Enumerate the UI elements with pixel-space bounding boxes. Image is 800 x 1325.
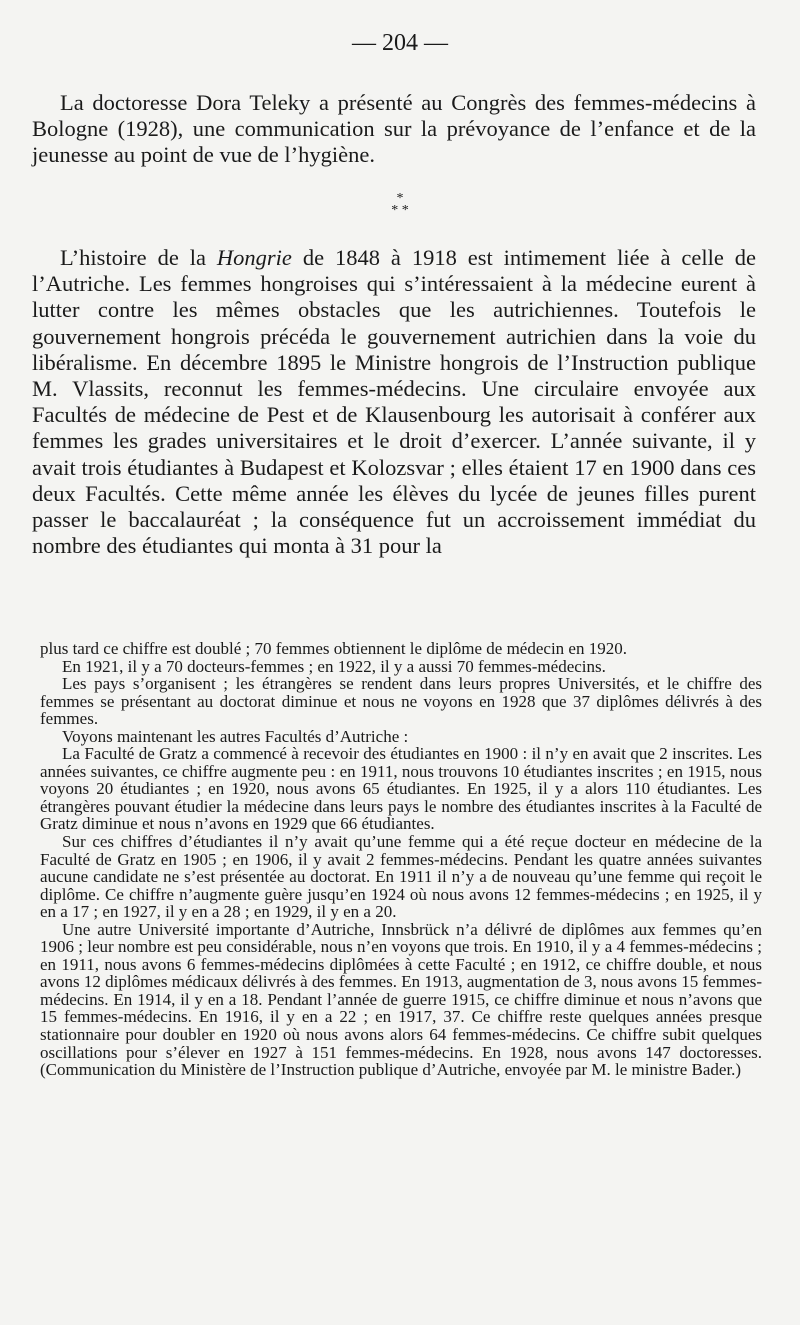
small-paragraph-gratz-doctors: Sur ces chiffres d’étudiantes il n’y avait qu’une femme qui a été reçue docteur en médecine de la Faculté de Gratz en 1905 ; en 1906, il y avait 2 femmes-médecins. Pendant les quatre années suivantes aucune candidate ne s’est présentée au doctorat. En 1911 il n’y a de nouveau qu’une femme qui reçoit le diplôme. Ce chiffre n’augmente guère jusqu’en 1924 où nous avons 12 femmes-médecins ; en 1925, il y en a 17 ; en 1927, il y en a 28 ; en 1929, il y en a 20. — [40, 832, 762, 922]
separator-star-top: * — [396, 191, 404, 206]
small-paragraph-countries: Les pays s’organisent ; les étrangères se rendent dans leurs propres Universités, et le chiffre des femmes se présentant au doctorat diminue et nous ne voyons en 1928 que 37 diplômes délivrés à des femmes. — [40, 674, 762, 729]
separator-stars-bottom: * * — [391, 203, 409, 218]
hungary-emphasis: Hongrie — [216, 245, 292, 270]
small-paragraph-1921: En 1921, il y a 70 docteurs-femmes ; en 1922, il y a aussi 70 femmes-médecins. — [62, 656, 606, 676]
intro-section — [32, 90, 756, 168]
hungary-text-after: de 1848 à 1918 est intimement liée à celle de l’Autriche. Les femmes hongroises qui s’intéressaient à la médecine eurent à lutter contre les mêmes obstacles que les autrichiennes. Toutefois le gouvernement hongrois précéda le gouvernement autrichien dans la voie du libéralisme. En décembre 1895 le Ministre hongrois de l’Instruction publique M. Vlassits, reconnut les femmes-médecins. Une circulaire envoyée aux Facultés de médecine de Pest et de Klausenbourg les autorisait à conférer aux femmes les grades universitaires et le droit d’exercer. L’année suivante, il y avait trois étudiantes à Budapest et Kolozsvar ; elles étaient 17 en 1900 dans ces deux Facultés. Cette même année les élèves du lycée de jeunes filles purent passer le baccalauréat ; la conséquence fut un accroissement immédiat du nombre des étudiantes qui monta à 31 pour la — [32, 245, 756, 559]
small-paragraph-gratz-students: La Faculté de Gratz a commencé à recevoir des étudiantes en 1900 : il n’y en avait que 2 inscrites. Les années suivantes, ce chiffre augmente peu : en 1911, nous trouvons 10 étudiantes inscrites ; en 1915, nous voyons 20 étudiantes ; en 1920, nous avons 65 étudiantes. En 1925, il y a alors 110 étudiantes. Les étrangères pouvant étudier la médecine dans leurs pays le nombre des étudiantes inscrites à la Faculté de Gratz diminue et nous n’avons en 1929 que 66 étudiantes. — [40, 744, 762, 834]
section-separator — [0, 193, 800, 217]
hungary-text-before: L’histoire de la — [60, 245, 217, 270]
page-number: — 204 — — [352, 30, 448, 56]
small-print-section — [40, 640, 762, 1079]
hungary-paragraph — [32, 245, 756, 559]
small-paragraph-other-faculties: Voyons maintenant les autres Facultés d’Autriche : — [62, 726, 409, 746]
small-paragraph-innsbruck: Une autre Université importante d’Autriche, Innsbrück n’a délivré de diplômes aux femmes qu’en 1906 ; leur nombre est peu considérable, nous n’en voyons que trois. En 1910, il y a 4 femmes-médecins ; en 1911, nous avons 6 femmes-médecins diplômées à cette Faculté ; en 1912, ce chiffre double, et nous avons 12 diplômes médicaux délivrés à des femmes. En 1913, augmentation de 3, nous avons 15 femmes-médecins. En 1914, il y en a 18. Pendant l’année de guerre 1915, ce chiffre diminue et nous n’avons que 15 femmes-médecins. En 1916, il y en a 22 ; en 1917, 37. Ce chiffre reste quelques années presque stationnaire pour doubler en 1920 où nous avons alors 64 femmes-médecins. Ce chiffre subit quelques oscillations pour s’élever en 1927 à 151 femmes-médecins. En 1928, nous avons 147 doctoresses. (Communication du Ministère de l’Instruction publique d’Autriche, envoyée par M. le ministre Bader.) — [40, 919, 762, 1080]
small-paragraph-continuation: plus tard ce chiffre est doublé ; 70 femmes obtiennent le diplôme de médecin en 1920. — [40, 639, 627, 658]
hungary-section — [32, 245, 756, 559]
intro-paragraph: La doctoresse Dora Teleky a présenté au Congrès des femmes-médecins à Bologne (1928), une communication sur la prévoyance de l’enfance et de la jeunesse au point de vue de l’hygiène. — [32, 90, 756, 167]
